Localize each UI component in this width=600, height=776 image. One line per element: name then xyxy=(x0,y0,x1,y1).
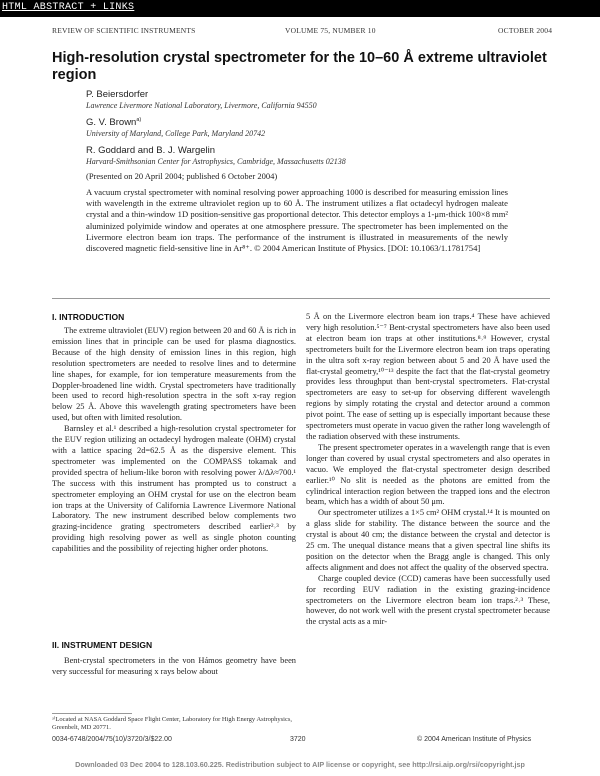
abstract: A vacuum crystal spectrometer with nominal resolving power approaching 1000 is described for measuring emission lines with wavelength in the extreme ultraviolet region up to 60 Å. The instrument utilizes a flat octadecyl hydrogen maleate crystal and a thin-window 1D position-sensitive gas proportional detector. This detector employs a 1-μm-thick 100×8 mm² aluminized polyimide window and operates at one atmosphere pressure. The spectrometer has been implemented on the Livermore electron beam ion traps. The performance of the instrument is illustrated in measurements of the newly discovered magnetic field-sensitive line in Ar⁸⁺. © 2004 American Institute of Physics. [DOI: 10.1063/1.1781754] xyxy=(86,187,508,254)
affiliation-3: Harvard-Smithsonian Center for Astrophysics, Cambridge, Massachusetts 02138 xyxy=(86,157,346,166)
footnote-rule xyxy=(52,713,132,714)
section-introduction: I. INTRODUCTION xyxy=(52,312,125,322)
top-toolbar xyxy=(0,0,600,17)
issue-date: OCTOBER 2004 xyxy=(498,26,553,35)
paper-title: High-resolution crystal spectrometer for the 10–60 Å extreme ultraviolet region xyxy=(52,50,547,83)
journal-name: REVIEW OF SCIENTIFIC INSTRUMENTS xyxy=(52,26,196,35)
affiliation-1: Lawrence Livermore National Laboratory, Livermore, California 94550 xyxy=(86,101,317,110)
author-1: P. Beiersdorfer xyxy=(86,89,149,100)
paragraph: The present spectrometer operates in a wavelength range that is even longer than covered by usual crystal spectrometers and also operates in vacuo. We employed the flat-crystal spectrometer design described earlier.¹⁰ No slit is needed as the photons are emitted from the cylindrical interaction region between the trapped ions and the electron beam, which has a width of about 50 μm. xyxy=(306,442,550,507)
footnote: ᵃ⁾Located at NASA Goddard Space Flight Center, Laboratory for High Energy Astrophysics, Greenbelt, MD 20771. xyxy=(52,716,293,731)
left-column-cont xyxy=(52,656,296,678)
dates: (Presented on 20 April 2004; published 6 October 2004) xyxy=(86,171,278,181)
abstract-rule xyxy=(52,298,550,299)
page-number: 3720 xyxy=(290,736,306,743)
paragraph: Our spectrometer utilizes a 1×5 cm² OHM crystal.¹⁴ It is mounted on a glass slide for stability. The distance between the source and the crystal is about 40 cm; the distance between the crystal and detector is 25 cm. The unequal distance means that a given spectral line shifts its position on the detector when the Bragg angle is changed. This only affects alignment and does not affect the quality of the observed spectra. xyxy=(306,508,550,572)
right-column xyxy=(306,312,550,628)
paragraph: 5 Å on the Livermore electron beam ion traps.⁴ These have achieved very high resolution.⁵⁻⁷ Bent-crystal spectrometers have also been used at electron beam ion traps at other institutions.⁸˒⁹ However, crystal spectrometers built for the Livermore electron beam ion traps operating in the ultra soft x-ray region between about 5 and 20 Å have used the flat-crystal geometry,¹⁰⁻¹³ despite the fact that the flat-crystal geometry provides less throughput than bent-crystal spectrometers. Flat-crystal spectrometers are easy to set-up for observing different wavelength regions by simply rotating the crystal and detector around a common pivot point. The ease of setting up is especially important because these spectrometers must operate in vacuo given the rather long wavelength of the radiation observed with these instruments. xyxy=(306,312,550,441)
left-column xyxy=(52,326,296,555)
volume-number: VOLUME 75, NUMBER 10 xyxy=(285,26,376,35)
download-notice: Downloaded 03 Dec 2004 to 128.103.60.225. Redistribution subject to AIP license or copyright, see http://rsi.aip.org/rsi/copyright.jsp xyxy=(75,760,525,769)
affiliation-2: University of Maryland, College Park, Maryland 20742 xyxy=(86,129,266,138)
author-2: G. V. Brown$^{a)}$ xyxy=(86,116,142,128)
footer-issn: 0034-6748/2004/75(10)/3720/3/$22.00 xyxy=(52,736,172,743)
paragraph: The extreme ultraviolet (EUV) region between 20 and 60 Å is rich in emission lines that in principle can be used for plasma diagnostics. Because of the high density of emission lines in this region, high resolution spectrometers are needed to resolve lines and to determine line shapes, for example, for ion temperature measurements from the Doppler-broadened line width. Crystal spectrometers have traditionally been used to record high-resolution spectra in the soft x-ray region below 25 Å. Above this wavelength grating spectrometers have been used, but often with limited resolution. xyxy=(52,326,296,423)
paragraph: Charge coupled device (CCD) cameras have been successfully used for recording EUV radiation in the existing grazing-incidence spectrometers on the Livermore electron beam ion traps.²˒³ These, however, do not work well with the present crystal spectrometer because the crystal acts as a mir- xyxy=(306,573,550,627)
paragraph: Barnsley et al.¹ described a high-resolution crystal spectrometer for the EUV region utilizing an octadecyl hydrogen maleate (OHM) crystal with a lattice spacing 2d=62.5 Å as the dispersive element. This spectrometer was implemented on the COMPASS tokamak and provided spectra of helium-like boron with resolving power λ/Δλ≈700.¹ The success with this instrument has prompted us to construct a spectrometer employing an OHM crystal for use on the electron beam ion traps at the University of California Lawrence Livermore National Laboratory. The new instrument described below complements two grazing-incidence grating spectrometers described earlier²˒³ by providing high resolving power as well as single photon counting capabilities and the possibility of rejecting higher order photons. xyxy=(52,424,296,554)
paragraph: Bent-crystal spectrometers in the von Hámos geometry have been very successful for measuring x rays below about xyxy=(52,656,296,676)
author-3: R. Goddard and B. J. Wargelin xyxy=(86,145,216,156)
html-abstract-links[interactable]: HTML ABSTRACT + LINKS xyxy=(2,2,135,13)
section-instrument-design: II. INSTRUMENT DESIGN xyxy=(52,640,153,650)
copyright: © 2004 American Institute of Physics xyxy=(417,736,532,743)
